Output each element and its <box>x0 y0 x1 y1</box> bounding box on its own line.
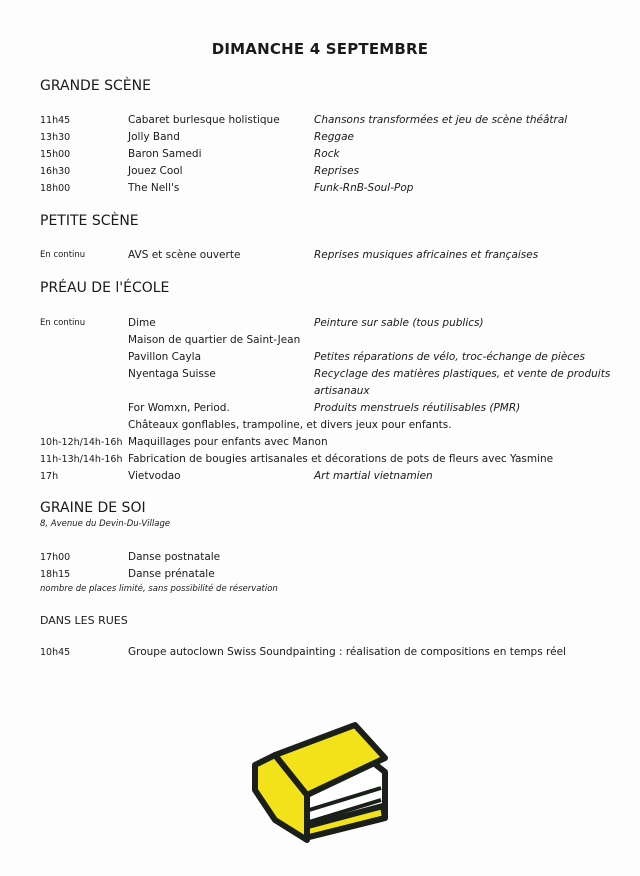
section-heading-dans-les-rues: DANS LES RUES <box>40 614 128 627</box>
row-name: Vietvodao <box>128 470 181 482</box>
row-desc: Reprises musiques africaines et françaises <box>314 249 539 261</box>
row-name: Nyentaga Suisse <box>128 368 216 380</box>
section-heading-preau: PRÉAU DE l'ÉCOLE <box>40 280 170 296</box>
row-name: The Nell's <box>128 182 180 194</box>
row-name: Cabaret burlesque holistique <box>128 114 280 126</box>
schedule-row <box>0 417 640 434</box>
row-name: Danse postnatale <box>128 551 221 563</box>
schedule-row <box>0 247 640 264</box>
row-desc: Reprises <box>314 165 360 177</box>
reservation-note: nombre de places limité, sans possibilité de réservation <box>40 584 278 594</box>
address: 8, Avenue du Devin-Du-Village <box>40 519 171 529</box>
row-name: Fabrication de bougies artisanales et décorations de pots de fleurs avec Yasmine <box>128 453 554 465</box>
schedule-row <box>0 434 640 451</box>
schedule-row <box>0 146 640 163</box>
row-name: Jouez Cool <box>128 165 183 177</box>
row-name: Châteaux gonflables, trampoline, et divers jeux pour enfants. <box>128 419 452 431</box>
row-name: Maison de quartier de Saint-Jean <box>128 334 301 346</box>
row-desc: Chansons transformées et jeu de scène théâtral <box>314 114 568 126</box>
book-icon <box>235 710 410 850</box>
row-name: Pavillon Cayla <box>128 351 202 363</box>
schedule-row <box>0 451 640 468</box>
schedule-row <box>0 180 640 197</box>
schedule-row <box>0 644 640 661</box>
row-time: 15h00 <box>40 149 71 160</box>
schedule-row <box>0 366 640 383</box>
row-time: 16h30 <box>40 166 71 177</box>
row-time: 17h <box>40 471 59 482</box>
row-name: For Womxn, Period. <box>128 402 230 414</box>
row-desc: Peinture sur sable (tous publics) <box>314 317 484 329</box>
row-desc: Rock <box>314 148 340 160</box>
row-name: Groupe autoclown Swiss Soundpainting : réalisation de compositions en temps réel <box>128 646 566 658</box>
row-time: 18h15 <box>40 569 71 580</box>
section-heading-petite-scene: PETITE SCÈNE <box>40 213 139 229</box>
row-time: 11h45 <box>40 115 71 126</box>
row-time: 17h00 <box>40 552 71 563</box>
row-name: Dime <box>128 317 156 329</box>
schedule-row <box>0 163 640 180</box>
schedule-row <box>0 549 640 566</box>
row-name: Jolly Band <box>128 131 180 143</box>
row-time: 10h-12h/14h-16h <box>40 437 123 448</box>
row-time: 10h45 <box>40 647 71 658</box>
schedule-row <box>0 315 640 332</box>
row-name: Maquillages pour enfants avec Manon <box>128 436 328 448</box>
row-time: 18h00 <box>40 183 71 194</box>
row-time: En continu <box>40 318 86 328</box>
row-time: En continu <box>40 250 86 260</box>
schedule-row <box>0 383 640 400</box>
row-time: 11h-13h/14h-16h <box>40 454 123 465</box>
row-name: Baron Samedi <box>128 148 202 160</box>
row-desc: Funk-RnB-Soul-Pop <box>314 182 414 194</box>
row-desc: Recyclage des matières plastiques, et vente de produits <box>314 368 611 380</box>
schedule-row <box>0 332 640 349</box>
schedule-row <box>0 400 640 417</box>
row-desc: Petites réparations de vélo, troc-échange de pièces <box>314 351 585 363</box>
row-desc: Art martial vietnamien <box>314 470 433 482</box>
row-desc: artisanaux <box>314 385 370 397</box>
section-heading-grande-scene: GRANDE SCÈNE <box>40 78 151 94</box>
row-desc: Produits menstruels réutilisables (PMR) <box>314 402 521 414</box>
section-heading-graine-de-soi: GRAINE DE SOI <box>40 500 146 516</box>
schedule-row <box>0 112 640 129</box>
page-title: DIMANCHE 4 SEPTEMBRE <box>211 40 429 58</box>
row-desc: Reggae <box>314 131 354 143</box>
row-time: 13h30 <box>40 132 71 143</box>
schedule-row <box>0 349 640 366</box>
row-name: AVS et scène ouverte <box>128 249 241 261</box>
schedule-row <box>0 566 640 583</box>
schedule-row <box>0 129 640 146</box>
row-name: Danse prénatale <box>128 568 215 580</box>
schedule-row <box>0 468 640 485</box>
